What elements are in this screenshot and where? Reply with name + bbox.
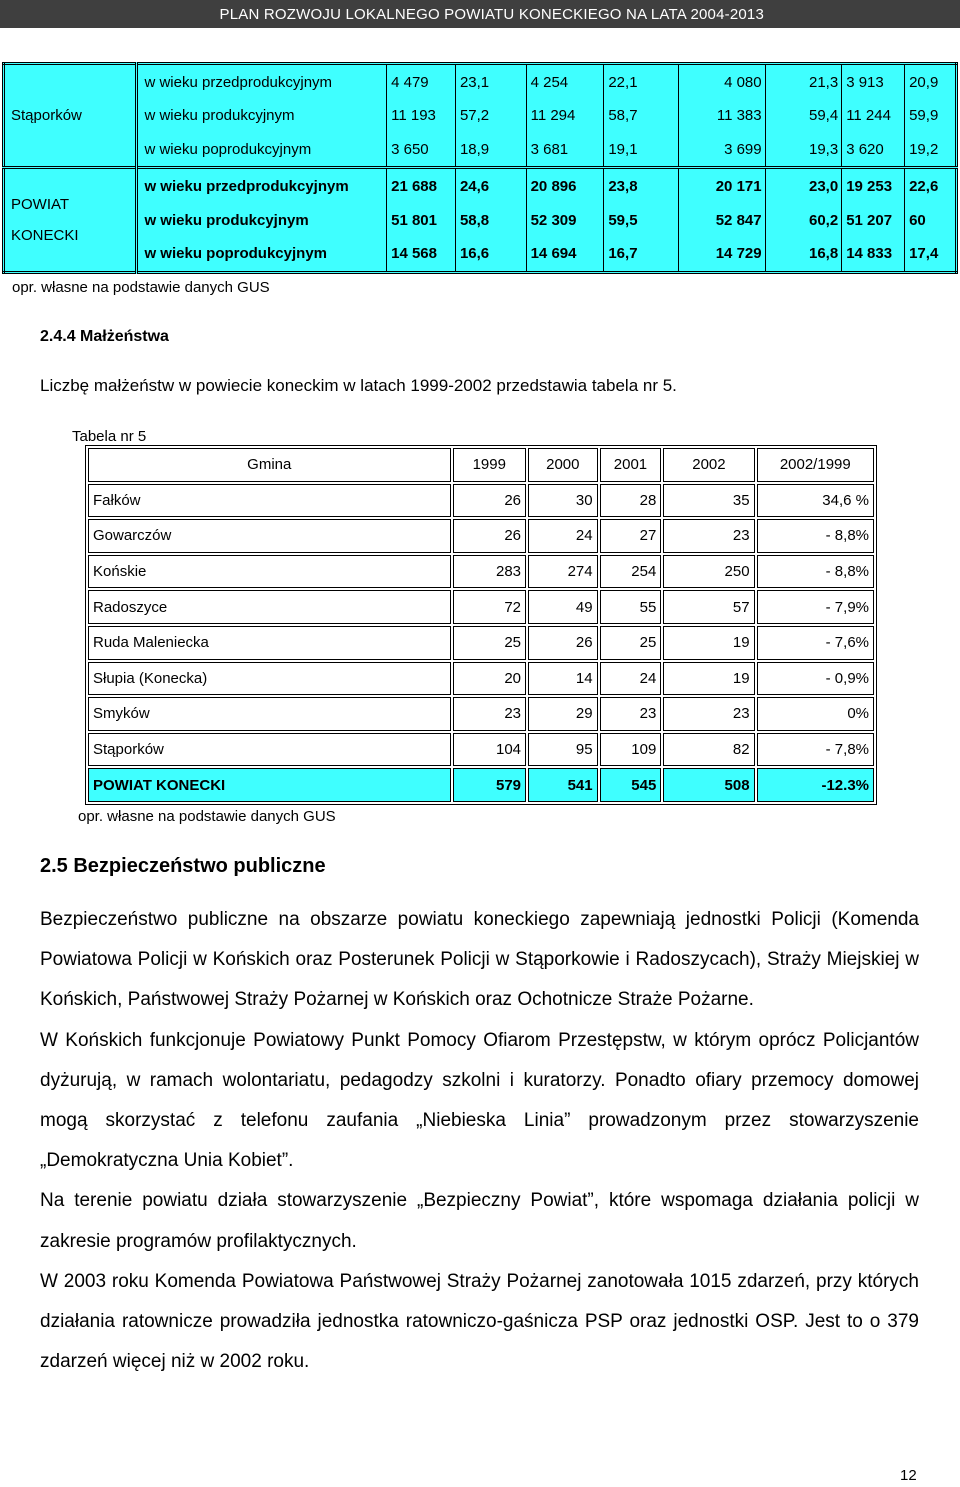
table-row bbox=[88, 697, 874, 731]
paragraph: W 2003 roku Komenda Powiatowa Państwowej Straży Pożarnej zanotowała 1015 zdarzeń, przy których działania ratownicze prowadziła jednostka ratowniczo-gaśnicza PSP oraz jednostki OSP. Jest to o 379 zdarzeń więcej niż w 2002 roku. bbox=[40, 1270, 919, 1373]
cell: 72 bbox=[453, 590, 527, 624]
cell: 23 bbox=[453, 697, 527, 731]
unit-cell: Stąporków bbox=[4, 64, 137, 168]
table-row bbox=[4, 99, 957, 132]
cell: 21,3 bbox=[765, 64, 842, 100]
cell: 16,6 bbox=[455, 237, 526, 273]
cell: 19 bbox=[663, 662, 754, 696]
cell: 541 bbox=[528, 768, 598, 802]
table-header-row bbox=[88, 448, 874, 482]
cell: 3 699 bbox=[678, 132, 765, 168]
cell: 52 847 bbox=[678, 204, 765, 237]
cell: 23 bbox=[600, 697, 662, 731]
cell: 57 bbox=[663, 590, 754, 624]
cell: - 7,6% bbox=[757, 626, 874, 660]
cell: 104 bbox=[453, 733, 527, 767]
cell: 57,2 bbox=[455, 99, 526, 132]
cell: 55 bbox=[600, 590, 662, 624]
table-row bbox=[88, 662, 874, 696]
cell: 23 bbox=[663, 519, 754, 553]
cell: 14 729 bbox=[678, 237, 765, 273]
table-row bbox=[88, 484, 874, 518]
cell: 274 bbox=[528, 555, 598, 589]
row-label: w wieku przedprodukcyjnym bbox=[137, 168, 387, 204]
cell: 14 833 bbox=[842, 237, 905, 273]
cell: 16,8 bbox=[765, 237, 842, 273]
cell: 35 bbox=[663, 484, 754, 518]
cell: 19,3 bbox=[765, 132, 842, 168]
cell: Słupia (Konecka) bbox=[88, 662, 451, 696]
cell: 24 bbox=[600, 662, 662, 696]
cell: Ruda Maleniecka bbox=[88, 626, 451, 660]
cell: - 0,9% bbox=[757, 662, 874, 696]
cell: 59,9 bbox=[909, 107, 939, 125]
table-row bbox=[4, 132, 957, 168]
unit-line: KONECKI bbox=[11, 227, 79, 245]
cell: 3 650 bbox=[387, 132, 456, 168]
cell: 23 bbox=[663, 697, 754, 731]
cell: 25 bbox=[453, 626, 527, 660]
cell: 0% bbox=[757, 697, 874, 731]
cell: 18,9 bbox=[455, 132, 526, 168]
cell: Radoszyce bbox=[88, 590, 451, 624]
cell: 22,6 bbox=[905, 168, 957, 204]
cell: 27 bbox=[600, 519, 662, 553]
column-header: 1999 bbox=[453, 448, 527, 482]
table-row bbox=[88, 733, 874, 767]
row-label: w wieku produkcyjnym bbox=[137, 204, 387, 237]
cell: 19 bbox=[663, 626, 754, 660]
cell: 28 bbox=[600, 484, 662, 518]
cell: 26 bbox=[453, 484, 527, 518]
column-header: 2002 bbox=[663, 448, 754, 482]
cell: 3 681 bbox=[526, 132, 604, 168]
cell: 20 171 bbox=[678, 168, 765, 204]
cell: 250 bbox=[663, 555, 754, 589]
cell: 19,1 bbox=[604, 132, 679, 168]
cell: 545 bbox=[600, 768, 662, 802]
section-heading: 2.5 Bezpieczeństwo publiczne bbox=[40, 855, 326, 877]
column-header: 2001 bbox=[600, 448, 662, 482]
cell: Stąporków bbox=[88, 733, 451, 767]
cell: 23,8 bbox=[604, 168, 679, 204]
table-row bbox=[88, 555, 874, 589]
cell: 60,2 bbox=[765, 204, 842, 237]
column-header: 2002/1999 bbox=[757, 448, 874, 482]
cell: 59,5 bbox=[604, 204, 679, 237]
cell: 34,6 % bbox=[757, 484, 874, 518]
cell: 21 688 bbox=[387, 168, 456, 204]
cell: 11 294 bbox=[526, 99, 604, 132]
cell: 4 254 bbox=[526, 64, 604, 100]
column-header: 2000 bbox=[528, 448, 598, 482]
cell: 14 568 bbox=[387, 237, 456, 273]
cell: Fałków bbox=[88, 484, 451, 518]
unit-line: POWIAT bbox=[11, 196, 70, 214]
section-body bbox=[40, 900, 919, 1382]
cell: Końskie bbox=[88, 555, 451, 589]
header-title: PLAN ROZWOJU LOKALNEGO POWIATU KONECKIEGO NA LATA 2004-2013 bbox=[219, 5, 764, 23]
cell: 20,9 bbox=[909, 73, 939, 91]
row-label: w wieku przedprodukcyjnym bbox=[137, 64, 387, 100]
cell: 29 bbox=[528, 697, 598, 731]
cell: 51 801 bbox=[387, 204, 456, 237]
cell: 52 309 bbox=[526, 204, 604, 237]
cell: 109 bbox=[600, 733, 662, 767]
cell: 51 207 bbox=[842, 204, 905, 237]
cell: 17,4 bbox=[909, 245, 939, 263]
cell: 11 193 bbox=[387, 99, 456, 132]
page-header bbox=[0, 0, 960, 28]
table-row bbox=[88, 519, 874, 553]
cell: 24 bbox=[528, 519, 598, 553]
cell: 25 bbox=[600, 626, 662, 660]
cell: -12.3% bbox=[757, 768, 874, 802]
cell: 82 bbox=[663, 733, 754, 767]
cell: 23,1 bbox=[455, 64, 526, 100]
cell: 14 694 bbox=[526, 237, 604, 273]
table-row bbox=[4, 204, 957, 237]
paragraph: Bezpieczeństwo publiczne na obszarze powiatu koneckiego zapewniają jednostki Policji (Komenda Powiatowa Policji w Końskich oraz Posterunek Policji w Stąporkowie i Radoszycach), Straży Miejskiej w Końskich, Państwowej Straży Pożarnej w Końskich oraz Ochotnicze Straże Pożarne. bbox=[40, 909, 919, 1011]
cell: 22,1 bbox=[604, 64, 679, 100]
cell: 58,7 bbox=[604, 99, 679, 132]
cell: 30 bbox=[528, 484, 598, 518]
cell: 283 bbox=[453, 555, 527, 589]
cell: 16,7 bbox=[604, 237, 679, 273]
row-label: w wieku poprodukcyjnym bbox=[137, 132, 387, 168]
section-heading: 2.4.4 Małżeństwa bbox=[40, 328, 169, 345]
population-table bbox=[2, 62, 958, 274]
cell: 508 bbox=[663, 768, 754, 802]
cell: - 7,9% bbox=[757, 590, 874, 624]
unit-cell bbox=[4, 168, 137, 273]
cell: 14 bbox=[528, 662, 598, 696]
table-row bbox=[4, 64, 957, 100]
cell: 3 913 bbox=[842, 64, 905, 100]
cell: 26 bbox=[528, 626, 598, 660]
cell: 20 bbox=[453, 662, 527, 696]
cell: - 8,8% bbox=[757, 555, 874, 589]
cell: 254 bbox=[600, 555, 662, 589]
table-row bbox=[4, 237, 957, 273]
table-row bbox=[88, 590, 874, 624]
marriages-table bbox=[85, 445, 877, 805]
cell: 11 244 bbox=[842, 99, 905, 132]
section-intro: Liczbę małżeństw w powiecie koneckim w latach 1999-2002 przedstawia tabela nr 5. bbox=[40, 376, 677, 395]
cell: 4 479 bbox=[387, 64, 456, 100]
cell: 4 080 bbox=[678, 64, 765, 100]
cell: - 8,8% bbox=[757, 519, 874, 553]
cell: 58,8 bbox=[455, 204, 526, 237]
page-number: 12 bbox=[900, 1467, 917, 1484]
table-source: opr. własne na podstawie danych GUS bbox=[12, 279, 270, 296]
cell: 26 bbox=[453, 519, 527, 553]
row-label: w wieku poprodukcyjnym bbox=[137, 237, 387, 273]
cell: 11 383 bbox=[678, 99, 765, 132]
table-row bbox=[88, 626, 874, 660]
paragraph: W Końskich funkcjonuje Powiatowy Punkt Pomocy Ofiarom Przestępstw, w którym oprócz Policjantów dyżurują, w ramach wolontariatu, pedagodzy szkolni i kuratorzy. Ponadto ofiary przemocy domowej mogą skorzystać z telefonu zaufania „Niebieska Linia” prowadzonym przez stowarzyszenie „Demokratyczna Unia Kobiet”. bbox=[40, 1029, 919, 1172]
cell: 59,4 bbox=[765, 99, 842, 132]
cell: 95 bbox=[528, 733, 598, 767]
cell: POWIAT KONECKI bbox=[88, 768, 451, 802]
cell: Smyków bbox=[88, 697, 451, 731]
cell: 579 bbox=[453, 768, 527, 802]
paragraph: Na terenie powiatu działa stowarzyszenie „Bezpieczny Powiat”, które wspomaga działania policji w zakresie programów profilaktycznych. bbox=[40, 1190, 919, 1252]
cell: 23,0 bbox=[765, 168, 842, 204]
cell: 24,6 bbox=[455, 168, 526, 204]
cell: 20 896 bbox=[526, 168, 604, 204]
cell: 49 bbox=[528, 590, 598, 624]
cell: 19 253 bbox=[842, 168, 905, 204]
table-row bbox=[4, 168, 957, 204]
cell: Gowarczów bbox=[88, 519, 451, 553]
cell: 60 bbox=[909, 211, 926, 229]
table-caption: Tabela nr 5 bbox=[72, 428, 147, 445]
column-header: Gmina bbox=[88, 448, 451, 482]
cell: - 7,8% bbox=[757, 733, 874, 767]
cell: 3 620 bbox=[842, 132, 905, 168]
table-source: opr. własne na podstawie danych GUS bbox=[78, 808, 336, 825]
table-total-row bbox=[88, 768, 874, 802]
row-label: w wieku produkcyjnym bbox=[137, 99, 387, 132]
cell: 19,2 bbox=[909, 140, 939, 158]
